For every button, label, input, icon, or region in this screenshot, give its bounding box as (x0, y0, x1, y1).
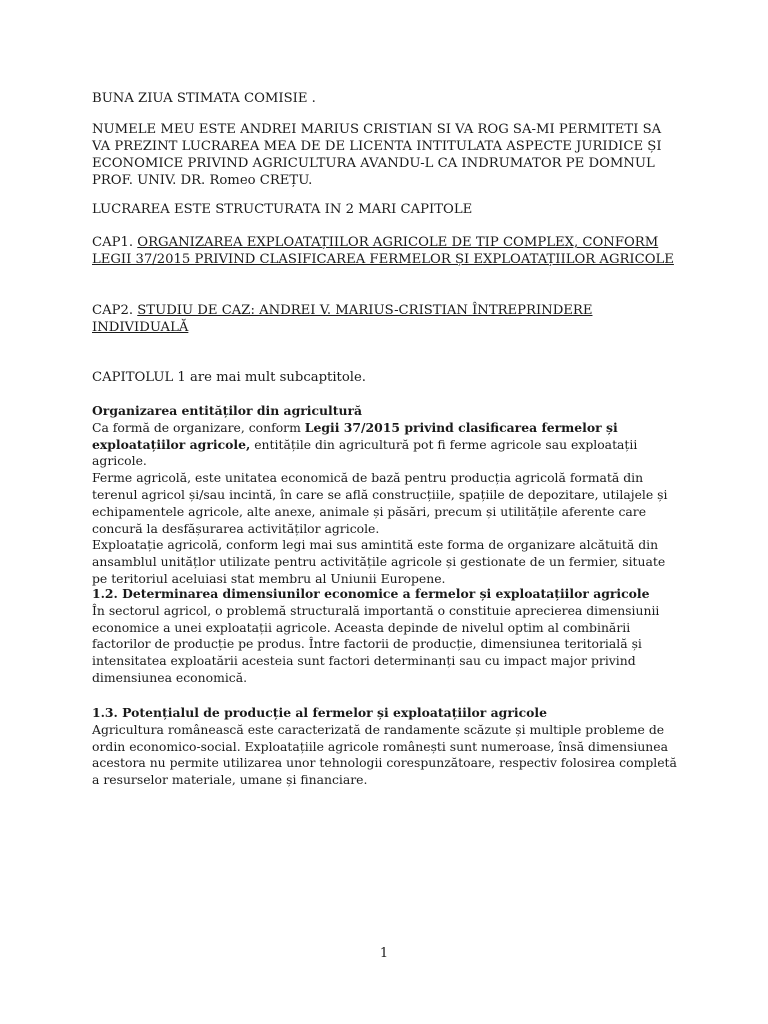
greeting: BUNA ZIUA STIMATA COMISIE . (92, 91, 316, 106)
chapter-1-line (92, 234, 682, 268)
section-2 (92, 586, 682, 687)
section-1 (92, 403, 682, 588)
law-reference: Legii 37/2015 privind clasificarea fermelor și exploatațiilor agricole, (92, 419, 618, 452)
section-1-p1-start: Ca formă de organizare, conform (92, 419, 305, 435)
section-1-heading: Organizarea entităților din agricultură (92, 403, 363, 418)
structure-line: LUCRAREA ESTE STRUCTURATA IN 2 MARI CAPITOLE (92, 202, 473, 217)
section-1-paragraph-3: Exploatație agricolă, conform legi mai sus amintită este forma de organizare alcătuită din ansamblul unitățlor utilizate pentru activitățile agricole și gestionate de un fermier, situate pe teritoriul aceluiasi stat membru al Uniunii Europene. (92, 537, 666, 586)
section-3-heading: 1.3. Potențialul de producție al fermelor și exploatațiilor agricole (92, 705, 547, 720)
chapter-2-title: STUDIU DE CAZ: ANDREI V. MARIUS-CRISTIAN ÎNTREPRINDERE INDIVIDUALĂ (92, 303, 593, 335)
chapter-note: CAPITOLUL 1 are mai mult subcaptitole. (92, 370, 366, 385)
chapter-2-line (92, 302, 682, 336)
section-3 (92, 705, 682, 789)
section-1-paragraph-1 (92, 420, 682, 470)
intro-paragraph: NUMELE MEU ESTE ANDREI MARIUS CRISTIAN SI VA ROG SA-MI PERMITETI SA VA PREZINT LUCRAREA MEA DE DE LICENTA INTITULATA ASPECTE JURIDICE ȘI ECONOMICE PRIVIND AGRICULTURA AVANDU-L CA INDRUMATOR PE DOMNUL PROF. UNIV. DR. Romeo CREȚU. (92, 122, 662, 188)
chapter-1-prefix: CAP1. (92, 235, 138, 250)
section-3-paragraph-1: Agricultura românească este caracterizată de randamente scăzute și multiple probleme de ordin economico-social. Exploatațiile agricole românești sunt numeroase, însă dimensiunea acestora nu permite utilizarea unor tehnologii corespunzătoare, respectiv folosirea completă a resurselor materiale, umane și financiare. (92, 721, 677, 788)
chapter-1-title: ORGANIZAREA EXPLOATAȚIILOR AGRICOLE DE TIP COMPLEX, CONFORM LEGII 37/2015 PRIVIND CLASIFICAREA FERMELOR ȘI EXPLOATAȚIILOR AGRICOLE (92, 235, 674, 267)
section-1-paragraph-2: Ferme agricolă, este unitatea economică de bază pentru producția agricolă formată din terenul agricol și/sau incintă, în care se află construcțiile, spațiile de depozitare, utilajele și echipamentele agricole, alte anexe, animale și păsări, precum și utilitățile aferente care concură la desfășurarea activităților agricole. (92, 470, 668, 536)
section-2-paragraph-1: În sectorul agricol, o problemă structurală importantă o constituie aprecierea dimensiunii economice a unei exploatații agricole. Aceasta depinde de nivelul optim al combinării factorilor de producție pe produs. Între factorii de producție, dimensiunea teritorială și intensitatea exploatării acesteia sunt factori determinanți sau cu impact major privind dimensiunea economică. (92, 602, 660, 685)
section-2-heading: 1.2. Determinarea dimensiunilor economice a fermelor și exploatațiilor agricole (92, 586, 650, 601)
chapter-2-prefix: CAP2. (92, 303, 138, 318)
section-1-p1-end: entitățile din agricultură pot fi ferme agricole sau exploatații agricole. (92, 436, 638, 469)
page-number: 1 (379, 946, 389, 961)
